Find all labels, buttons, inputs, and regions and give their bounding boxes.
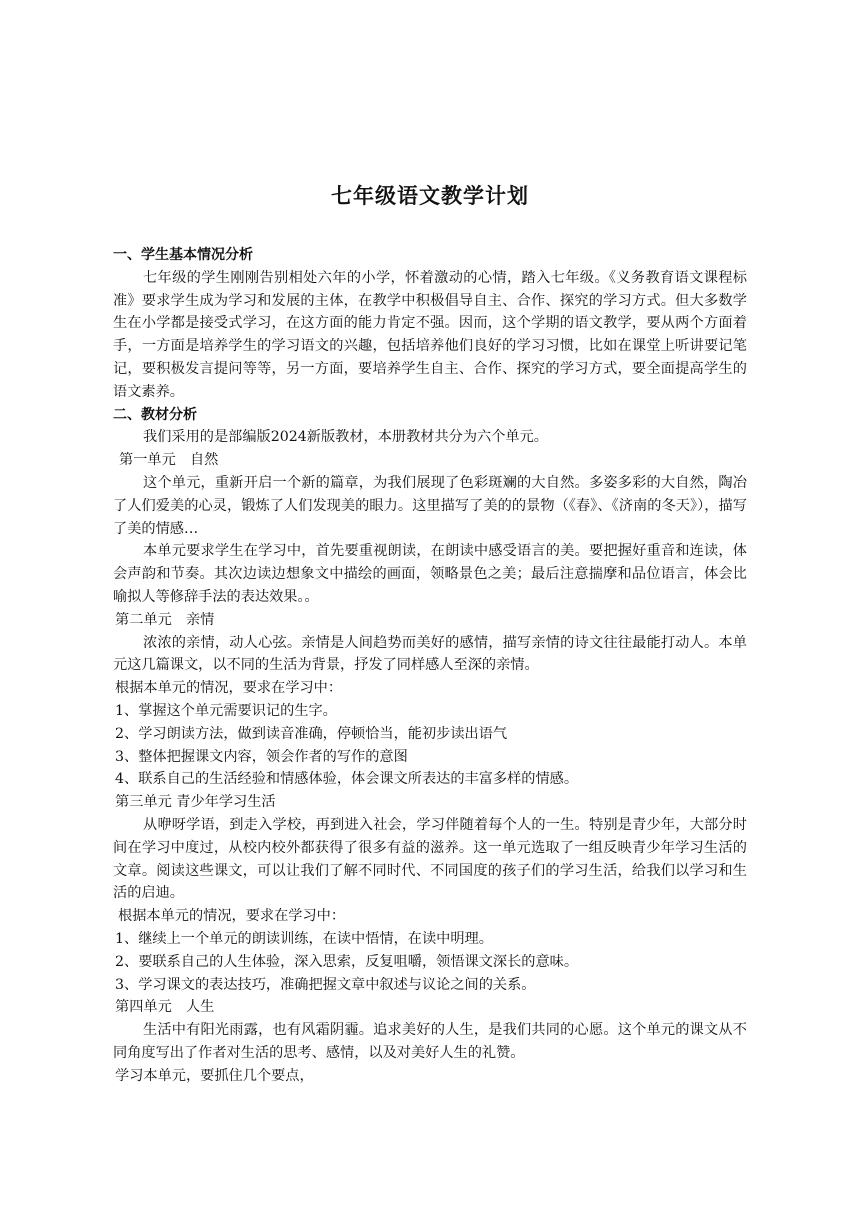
unit4-heading: 第四单元 人生 [115,999,215,1016]
paragraph-textbook-intro: 我们采用的是部编版2024新版教材，本册教材共分为六个单元。 [143,429,548,446]
document-title: 七年级语文教学计划 [331,184,529,208]
unit2-list-item: 2、学习朗读方法，做到读音准确，停顿恰当，能初步读出语气 [115,725,508,742]
unit4-tail-text: 学习本单元，要抓住几个要点， [115,1067,314,1084]
unit2-list-item: 1、掌握这个单元需要识记的生字。 [115,702,337,719]
unit1-heading: 第一单元 自然 [119,452,219,469]
unit2-list-item: 4、联系自己的生活经验和情感体验，体会课文所表达的丰富多样的情感。 [115,771,579,788]
unit4-paragraph-1: 生活中有阳光雨露，也有风霜阴霾。追求美好的人生，是我们共同的心愿。这个单元的课文从不同角度写出了作者对生活的思考、感情，以及对美好人生的礼赞。 [113,1022,747,1061]
unit2-list-item: 3、整体把握课文内容，领会作者的写作的意图 [115,748,408,765]
unit3-paragraph-1: 从咿呀学语，到走入学校，再到进入社会，学习伴随着每个人的一生。特别是青少年，大部分时间在学习中度过，从校内校外都获得了很多有益的滋养。这一单元选取了一组反映青少年学习生活的文章。阅读这些课文，可以让我们了解不同时代、不同国度的孩子们的学习生活，给我们以学习和生活的启迪。 [113,816,747,902]
document-body [113,244,747,1087]
unit2-requirement-intro: 根据本单元的情况，要求在学习中： [115,680,343,697]
paragraph-student-analysis: 七年级的学生刚刚告别相处六年的小学，怀着激动的心情，踏入七年级。《义务教育语文课程标准》要求学生成为学习和发展的主体，在教学中积极倡导自主、合作、探究的学习方式。但大多数学生在小学都是接受式学习，在这方面的能力肯定不强。因而，这个学期的语文教学，要从两个方面着手，一方面是培养学生的学习语文的兴趣，包括培养他们良好的学习习惯，比如在课堂上听讲要记笔记，要积极发言提问等等，另一方面，要培养学生自主、合作、探究的学习方式，要全面提高学生的语文素养。 [113,269,747,400]
unit1-paragraph-1: 这个单元，重新开启一个新的篇章，为我们展现了色彩斑斓的大自然。多姿多彩的大自然，陶冶了人们爱美的心灵，锻炼了人们发现美的眼力。这里描写了美的的景物（《春》、《济南的冬天》），描写了美的情感… [113,474,747,537]
unit1-paragraph-2: 本单元要求学生在学习中，首先要重视朗读，在朗读中感受语言的美。要把握好重音和连读，体会声韵和节奏。其次边读边想象文中描绘的画面，领略景色之美；最后注意揣摩和品位语言，体会比喻拟人等修辞手法的表达效果。。 [113,543,747,605]
unit3-heading: 第三单元 青少年学习生活 [115,794,276,811]
unit2-heading: 第二单元 亲情 [115,611,215,628]
unit3-list-item: 3、学习课文的表达技巧，准确把握文章中叙述与议论之间的关系。 [115,976,536,993]
unit3-list-item: 2、要联系自己的人生体验，深入思索，反复咀嚼，领悟课文深长的意味。 [115,953,579,970]
unit3-list-item: 1、继续上一个单元的朗读训练，在读中悟情，在读中明理。 [115,930,493,947]
section-heading-textbook-analysis: 二、教材分析 [113,406,197,423]
unit2-paragraph-1: 浓浓的亲情，动人心弦。亲情是人间趋势而美好的感情，描写亲情的诗文往往最能打动人。本单元这几篇课文，以不同的生活为背景，抒发了同样感人至深的亲情。 [113,634,747,674]
unit3-requirement-intro: 根据本单元的情况，要求在学习中： [118,908,346,925]
section-heading-student-analysis: 一、学生基本情况分析 [113,247,253,263]
